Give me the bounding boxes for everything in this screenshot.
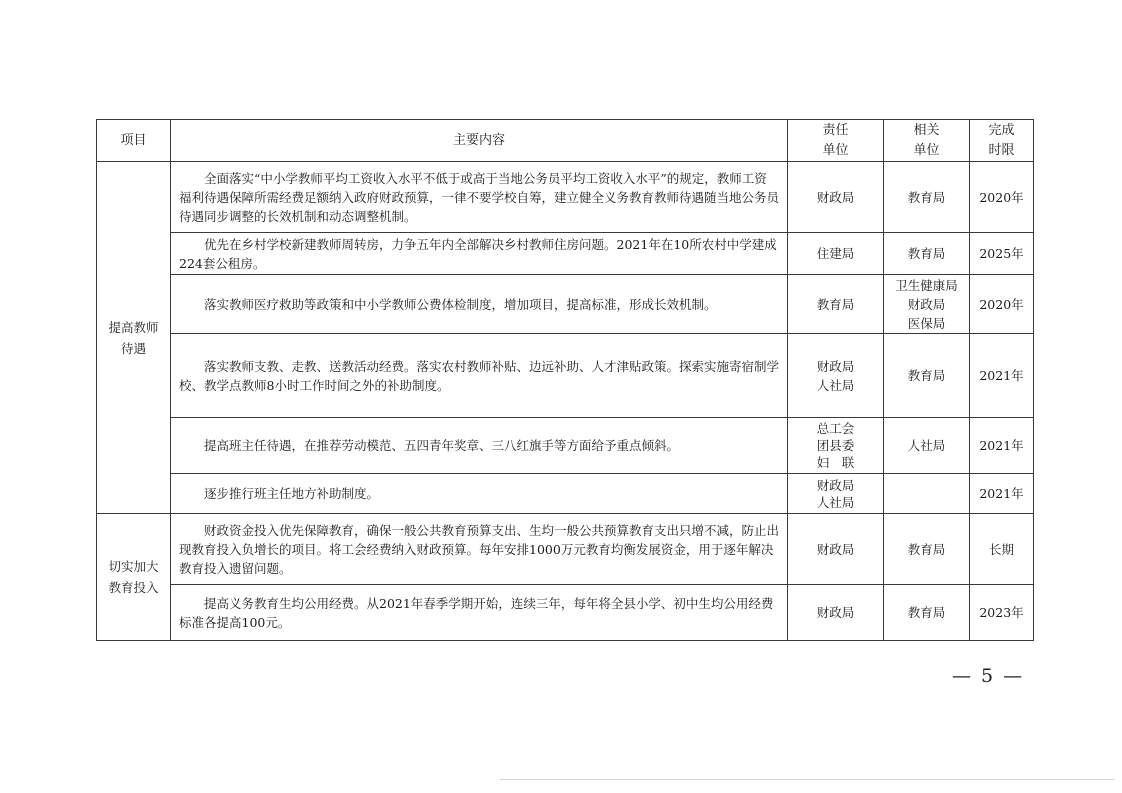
responsible-cell: 财政局 人社局 bbox=[788, 474, 884, 514]
deadline-cell: 2023年 bbox=[970, 585, 1034, 641]
responsible-cell: 财政局 bbox=[788, 585, 884, 641]
related-cell: 教育局 bbox=[884, 233, 970, 275]
header-project: 项目 bbox=[97, 120, 171, 162]
responsible-cell: 住建局 bbox=[788, 233, 884, 275]
header-responsible-line-2: 单位 bbox=[822, 142, 849, 158]
policy-table bbox=[96, 119, 1034, 641]
header-deadline bbox=[970, 120, 1034, 162]
header-related-line-1: 相关 bbox=[913, 122, 940, 138]
responsible-cell: 总工会 团县委 妇 联 bbox=[788, 418, 884, 474]
table-row bbox=[97, 514, 1034, 585]
related-cell: 卫生健康局 财政局 医保局 bbox=[884, 275, 970, 334]
content-cell: 优先在乡村学校新建教师周转房，力争五年内全部解决乡村教师住房问题。2021年在10所农村中学建成224套公租房。 bbox=[171, 233, 788, 275]
header-related-line-2: 单位 bbox=[913, 142, 940, 158]
content-cell: 财政资金投入优先保障教育，确保一般公共教育预算支出、生均一般公共预算教育支出只增不减，防止出现教育投入负增长的项目。将工会经费纳入财政预算。每年安排1000万元教育均衡发展资金，用于逐年解决教育投入遗留问题。 bbox=[171, 514, 788, 585]
responsible-cell: 财政局 bbox=[788, 162, 884, 233]
table-row bbox=[97, 585, 1034, 641]
deadline-cell: 2020年 bbox=[970, 275, 1034, 334]
responsible-cell: 教育局 bbox=[788, 275, 884, 334]
table-row bbox=[97, 474, 1034, 514]
table-row bbox=[97, 162, 1034, 233]
project-cell-teacher-pay bbox=[97, 162, 171, 514]
page-number: — 5 — bbox=[952, 665, 1025, 687]
deadline-cell: 2021年 bbox=[970, 334, 1034, 418]
table-row bbox=[97, 334, 1034, 418]
related-cell: 教育局 bbox=[884, 514, 970, 585]
table-row bbox=[97, 275, 1034, 334]
header-content: 主要内容 bbox=[171, 120, 788, 162]
deadline-cell: 2025年 bbox=[970, 233, 1034, 275]
header-deadline-line-1: 完成 bbox=[988, 122, 1015, 138]
content-cell: 落实教师医疗救助等政策和中小学教师公费体检制度，增加项目，提高标准，形成长效机制。 bbox=[171, 275, 788, 334]
related-cell: 教育局 bbox=[884, 334, 970, 418]
project-line-1: 提高教师 bbox=[108, 319, 159, 335]
related-cell: 教育局 bbox=[884, 585, 970, 641]
deadline-cell: 长期 bbox=[970, 514, 1034, 585]
table-header-row bbox=[97, 120, 1034, 162]
related-cell-empty bbox=[884, 474, 970, 514]
header-related bbox=[884, 120, 970, 162]
deadline-cell: 2021年 bbox=[970, 474, 1034, 514]
header-responsible-line-1: 责任 bbox=[822, 122, 849, 138]
table-row bbox=[97, 233, 1034, 275]
header-responsible bbox=[788, 120, 884, 162]
content-cell: 落实教师支教、走教、送教活动经费。落实农村教师补贴、边远补助、人才津贴政策。探索实施寄宿制学校、教学点教师8小时工作时间之外的补助制度。 bbox=[171, 334, 788, 418]
related-cell: 人社局 bbox=[884, 418, 970, 474]
content-cell: 全面落实“中小学教师平均工资收入水平不低于或高于当地公务员平均工资收入水平”的规定，教师工资福利待遇保障所需经费足额纳入政府财政预算，一律不要学校自筹，建立健全义务教育教师待遇随当地公务员待遇同步调整的长效机制和动态调整机制。 bbox=[171, 162, 788, 233]
table-row bbox=[97, 418, 1034, 474]
project-line-2: 待遇 bbox=[120, 340, 146, 356]
content-cell: 逐步推行班主任地方补助制度。 bbox=[171, 474, 788, 514]
deadline-cell: 2021年 bbox=[970, 418, 1034, 474]
responsible-cell: 财政局 bbox=[788, 514, 884, 585]
scan-edge-divider bbox=[500, 779, 1115, 780]
deadline-cell: 2020年 bbox=[970, 162, 1034, 233]
project-line-2: 教育投入 bbox=[108, 580, 159, 595]
project-cell-education-investment bbox=[97, 514, 171, 641]
responsible-cell: 财政局 人社局 bbox=[788, 334, 884, 418]
content-cell: 提高义务教育生均公用经费。从2021年春季学期开始，连续三年，每年将全县小学、初中生均公用经费标准各提高100元。 bbox=[171, 585, 788, 641]
content-cell: 提高班主任待遇，在推荐劳动模范、五四青年奖章、三八红旗手等方面给予重点倾斜。 bbox=[171, 418, 788, 474]
project-line-1: 切实加大 bbox=[108, 559, 159, 574]
header-deadline-line-2: 时限 bbox=[988, 142, 1015, 158]
related-cell: 教育局 bbox=[884, 162, 970, 233]
